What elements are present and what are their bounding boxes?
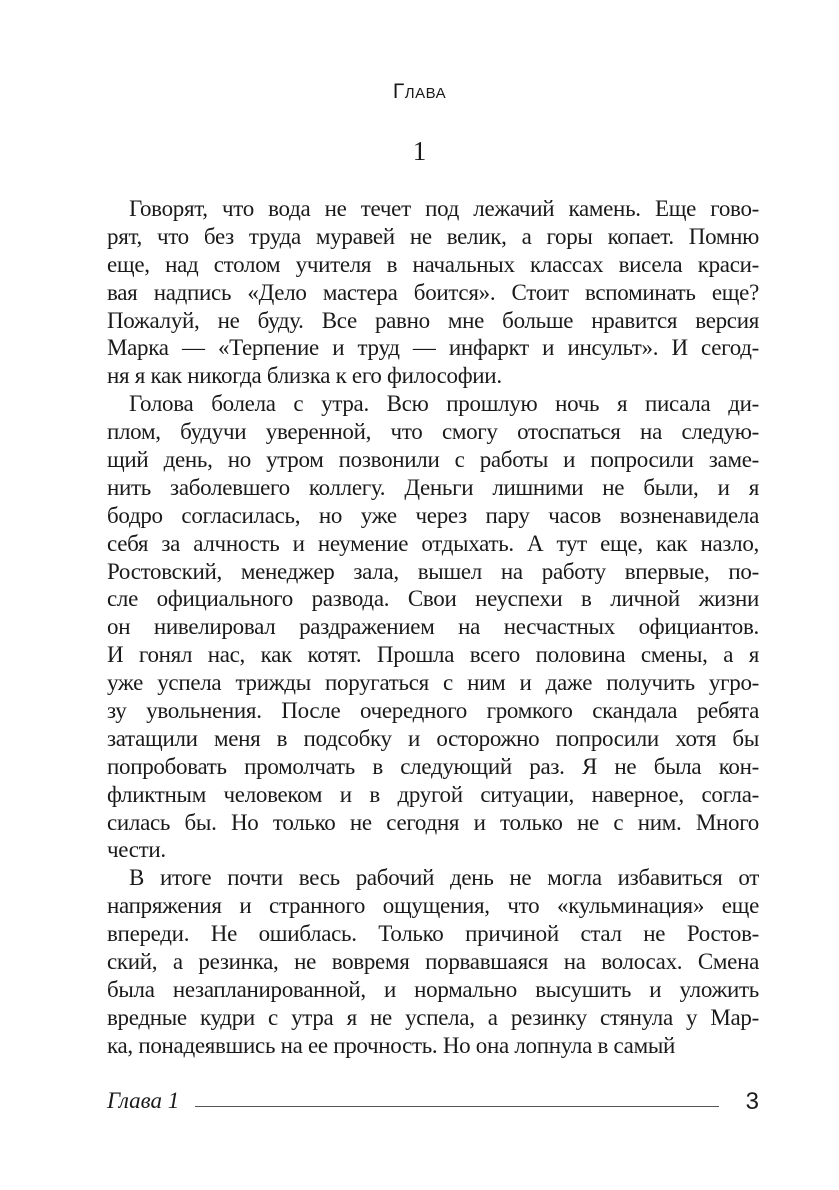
text-line: нить заболевшего коллегу. Деньги лишними не были, и я (107, 474, 759, 500)
text-line: впереди. Не ошиблась. Только причиной стал не Ростов- (107, 921, 759, 947)
text-line: Голова болела с утра. Всю прошлую ночь я писала ди- (129, 391, 759, 417)
text-line: напряжения и странного ощущения, что «кульминация» еще (107, 893, 759, 919)
paragraph (107, 864, 759, 1059)
paragraph (107, 390, 759, 864)
text-line: ский, а резинка, не вовремя порвавшаяся на волосах. Смена (107, 949, 759, 975)
text-line: зу увольнения. После очередного громкого скандала ребята (107, 698, 759, 724)
text-line: вая надпись «Дело мастера боится». Стоит вспоминать еще? (107, 279, 759, 305)
text-line: уже успела трижды поругаться с ним и даже получить угро- (107, 670, 759, 696)
text-line: плом, будучи уверенной, что смогу отоспаться на следую- (107, 419, 759, 445)
text-line: силась бы. Но только не сегодня и только не с ним. Много (107, 809, 759, 835)
text-line: была незапланированной, и нормально высушить и уложить (107, 976, 759, 1002)
text-line: ня я как никогда близка к его философии. (107, 363, 502, 389)
paragraph (107, 195, 759, 390)
text-line: Ростовский, менеджер зала, вышел на работу впервые, по- (107, 558, 759, 584)
text-line: В итоге почти весь рабочий день не могла избавиться от (129, 865, 759, 891)
text-line: еще, над столом учителя в начальных классах висела краси- (107, 251, 759, 277)
text-line: фликтным человеком и в другой ситуации, наверное, согла- (107, 781, 759, 807)
chapter-number: 1 (412, 136, 427, 166)
chapter-heading: Глава (392, 80, 447, 103)
text-line: рят, что без труда муравей не велик, а горы копает. Помню (107, 223, 759, 249)
text-line: вредные кудри с утра я не успела, а резинку стянула у Мар- (107, 1004, 759, 1030)
page-footer (107, 1088, 759, 1118)
text-line: он нивелировал раздражением на несчастных официантов. (107, 614, 759, 640)
text-line: себя за алчность и неумение отдыхать. А тут еще, как назло, (107, 530, 759, 556)
page-number: 3 (745, 1088, 759, 1115)
text-line: Пожалуй, не буду. Все равно мне больше нравится версия (107, 307, 759, 333)
text-line: бодро согласилась, но уже через пару часов возненавидела (107, 502, 759, 528)
text-line: сле официального развода. Свои неуспехи в личной жизни (107, 586, 759, 612)
text-line: ка, понадеявшись на ее прочность. Но она лопнула в самый (107, 1032, 675, 1058)
text-line: Говорят, что вода не течет под лежачий камень. Еще гово- (129, 196, 759, 221)
footer-rule (195, 1106, 719, 1107)
text-line: И гонял нас, как котят. Прошла всего половина смены, а я (107, 642, 759, 668)
text-line: затащили меня в подсобку и осторожно попросили хотя бы (107, 725, 759, 751)
running-title: Глава 1 (107, 1088, 180, 1113)
text-line: щий день, но утром позвонили с работы и попросили заме- (107, 447, 759, 473)
text-line: Марка — «Терпение и труд — инфаркт и инсульт». И сегод- (107, 335, 759, 361)
text-line: попробовать промолчать в следующий раз. Я не была кон- (107, 753, 759, 779)
text-line: чести. (107, 837, 166, 863)
body-text (107, 195, 759, 1060)
